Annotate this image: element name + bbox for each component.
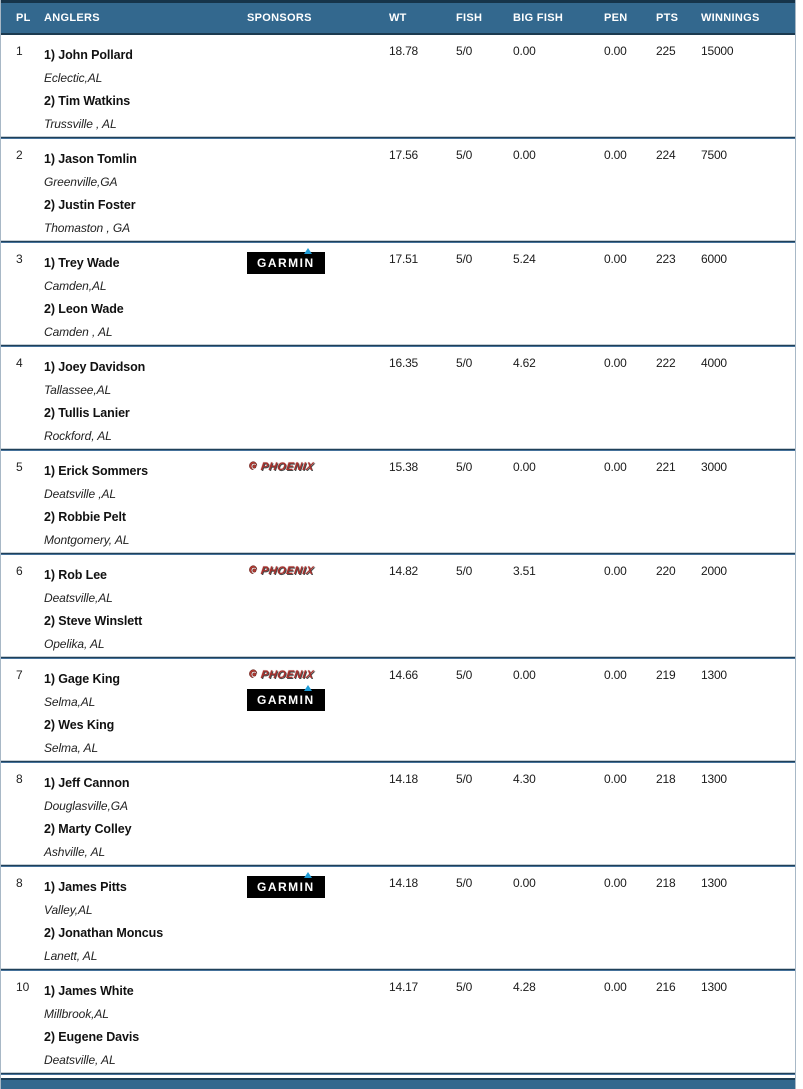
sponsors-cell <box>247 148 389 240</box>
place-cell: 5 <box>16 460 23 474</box>
pen-cell: 0.00 <box>604 356 627 370</box>
angler1-name: 1) James White <box>44 984 134 998</box>
pen-cell: 0.00 <box>604 980 627 994</box>
place-cell: 10 <box>16 980 30 994</box>
pen-cell: 0.00 <box>604 876 627 890</box>
place-cell: 8 <box>16 876 23 890</box>
big-fish-cell: 5.24 <box>513 252 536 266</box>
angler2-city: Selma, AL <box>44 741 99 755</box>
winnings-cell: 1300 <box>701 772 727 786</box>
angler1-name: 1) Erick Sommers <box>44 464 149 478</box>
angler1-city: Valley,AL <box>44 903 93 917</box>
angler1-name: 1) John Pollard <box>44 48 133 62</box>
header-sponsors: SPONSORS <box>247 12 312 24</box>
winnings-cell: 1300 <box>701 668 727 682</box>
pen-cell: 0.00 <box>604 252 627 266</box>
garmin-delta-icon <box>304 872 312 878</box>
angler2-name: 2) Eugene Davis <box>44 1030 140 1044</box>
angler2-name: 2) Steve Winslett <box>44 614 143 628</box>
angler1-name: 1) Joey Davidson <box>44 360 146 374</box>
table-row <box>1 243 795 344</box>
garmin-logo-text: GARMIN <box>257 256 315 270</box>
place-cell: 1 <box>16 44 23 58</box>
phoenix-bird-icon <box>247 668 260 681</box>
winnings-cell: 1300 <box>701 980 727 994</box>
angler1-city: Douglasville,GA <box>44 799 128 813</box>
angler2-city: Lanett, AL <box>44 949 98 963</box>
table-row <box>1 867 795 968</box>
place-cell: 6 <box>16 564 23 578</box>
anglers-cell <box>44 564 247 656</box>
anglers-cell <box>44 356 247 448</box>
angler2-name: 2) Marty Colley <box>44 822 132 836</box>
table-header-row <box>1 0 795 35</box>
header-anglers: ANGLERS <box>44 12 100 24</box>
pen-cell: 0.00 <box>604 772 627 786</box>
sponsors-cell <box>247 356 389 448</box>
anglers-cell <box>44 460 247 552</box>
pts-cell: 222 <box>656 356 676 370</box>
anglers-cell <box>44 876 247 968</box>
phoenix-logo <box>246 460 315 473</box>
garmin-delta-icon <box>304 685 312 691</box>
big-fish-cell: 0.00 <box>513 876 536 890</box>
phoenix-logo <box>246 668 315 681</box>
angler2-city: Thomaston , GA <box>44 221 130 235</box>
header-winnings: WINNINGS <box>701 12 760 24</box>
pen-cell: 0.00 <box>604 564 627 578</box>
phoenix-bird-icon <box>247 564 260 577</box>
garmin-delta-icon <box>304 248 312 254</box>
angler1-name: 1) Trey Wade <box>44 256 120 270</box>
fish-cell: 5/0 <box>456 668 473 682</box>
angler2-city: Rockford, AL <box>44 429 112 443</box>
big-fish-cell: 0.00 <box>513 148 536 162</box>
angler2-city: Camden , AL <box>44 325 113 339</box>
angler2-city: Montgomery, AL <box>44 533 130 547</box>
winnings-cell: 1300 <box>701 876 727 890</box>
pts-cell: 223 <box>656 252 676 266</box>
place-cell: 7 <box>16 668 23 682</box>
winnings-cell: 15000 <box>701 44 734 58</box>
wt-cell: 15.38 <box>389 460 419 474</box>
angler1-city: Deatsville,AL <box>44 591 113 605</box>
winnings-cell: 7500 <box>701 148 727 162</box>
angler2-name: 2) Wes King <box>44 718 115 732</box>
table-row <box>1 347 795 448</box>
wt-cell: 14.17 <box>389 980 419 994</box>
table-row <box>1 35 795 136</box>
garmin-logo <box>247 689 325 711</box>
angler1-name: 1) Jeff Cannon <box>44 776 130 790</box>
big-fish-cell: 4.28 <box>513 980 536 994</box>
anglers-cell <box>44 252 247 344</box>
garmin-logo <box>247 876 325 898</box>
wt-cell: 16.35 <box>389 356 419 370</box>
angler1-city: Greenville,GA <box>44 175 118 189</box>
angler1-name: 1) Gage King <box>44 672 120 686</box>
angler1-city: Tallassee,AL <box>44 383 112 397</box>
fish-cell: 5/0 <box>456 44 473 58</box>
anglers-cell <box>44 772 247 864</box>
winnings-cell: 2000 <box>701 564 727 578</box>
angler2-name: 2) Tullis Lanier <box>44 406 130 420</box>
big-fish-cell: 4.62 <box>513 356 536 370</box>
place-cell: 4 <box>16 356 23 370</box>
wt-cell: 14.18 <box>389 876 419 890</box>
table-row <box>1 555 795 656</box>
sponsors-cell <box>247 44 389 136</box>
pts-cell: 224 <box>656 148 676 162</box>
table-row <box>1 659 795 760</box>
phoenix-logo <box>246 564 315 577</box>
table-row <box>1 971 795 1072</box>
wt-cell: 14.18 <box>389 772 419 786</box>
pen-cell: 0.00 <box>604 44 627 58</box>
table-row <box>1 139 795 240</box>
header-big-fish: BIG FISH <box>513 12 564 24</box>
wt-cell: 17.56 <box>389 148 419 162</box>
big-fish-cell: 3.51 <box>513 564 536 578</box>
fish-cell: 5/0 <box>456 148 473 162</box>
table-row <box>1 451 795 552</box>
place-cell: 2 <box>16 148 23 162</box>
big-fish-cell: 0.00 <box>513 460 536 474</box>
wt-cell: 14.66 <box>389 668 419 682</box>
pen-cell: 0.00 <box>604 668 627 682</box>
garmin-logo-text: GARMIN <box>257 880 315 894</box>
pen-cell: 0.00 <box>604 460 627 474</box>
angler2-city: Ashville, AL <box>44 845 106 859</box>
phoenix-logo-text: PHOENIX <box>260 668 315 681</box>
angler1-city: Camden,AL <box>44 279 107 293</box>
big-fish-cell: 0.00 <box>513 668 536 682</box>
header-pen: PEN <box>604 12 628 24</box>
angler1-city: Deatsville ,AL <box>44 487 116 501</box>
pen-cell: 0.00 <box>604 148 627 162</box>
phoenix-logo-text: PHOENIX <box>260 564 315 577</box>
winnings-cell: 3000 <box>701 460 727 474</box>
header-pts: PTS <box>656 12 679 24</box>
anglers-cell <box>44 980 247 1072</box>
anglers-cell <box>44 668 247 760</box>
phoenix-bird-icon <box>247 460 260 473</box>
phoenix-logo-text: PHOENIX <box>260 460 315 473</box>
header-fish: FISH <box>456 12 483 24</box>
angler2-name: 2) Leon Wade <box>44 302 124 316</box>
anglers-cell <box>44 44 247 136</box>
pts-cell: 218 <box>656 772 676 786</box>
fish-cell: 5/0 <box>456 980 473 994</box>
garmin-logo <box>247 252 325 274</box>
pts-cell: 216 <box>656 980 676 994</box>
fish-cell: 5/0 <box>456 772 473 786</box>
winnings-cell: 4000 <box>701 356 727 370</box>
next-section-header-bar <box>1 1078 795 1089</box>
sponsors-cell <box>247 564 389 656</box>
angler2-name: 2) Robbie Pelt <box>44 510 126 524</box>
angler1-name: 1) Rob Lee <box>44 568 107 582</box>
angler2-name: 2) Justin Foster <box>44 198 136 212</box>
sponsors-cell <box>247 252 389 344</box>
big-fish-cell: 4.30 <box>513 772 536 786</box>
pts-cell: 225 <box>656 44 676 58</box>
angler2-name: 2) Tim Watkins <box>44 94 131 108</box>
wt-cell: 18.78 <box>389 44 419 58</box>
place-cell: 3 <box>16 252 23 266</box>
angler2-city: Trussville , AL <box>44 117 117 131</box>
fish-cell: 5/0 <box>456 460 473 474</box>
place-cell: 8 <box>16 772 23 786</box>
header-wt: WT <box>389 12 407 24</box>
pts-cell: 219 <box>656 668 676 682</box>
sponsors-cell <box>247 876 389 968</box>
pts-cell: 221 <box>656 460 676 474</box>
fish-cell: 5/0 <box>456 876 473 890</box>
pts-cell: 218 <box>656 876 676 890</box>
table-row <box>1 763 795 864</box>
big-fish-cell: 0.00 <box>513 44 536 58</box>
angler2-city: Deatsville, AL <box>44 1053 116 1067</box>
angler1-name: 1) James Pitts <box>44 880 127 894</box>
sponsors-cell <box>247 460 389 552</box>
angler1-city: Selma,AL <box>44 695 96 709</box>
wt-cell: 17.51 <box>389 252 419 266</box>
garmin-logo-text: GARMIN <box>257 693 315 707</box>
fish-cell: 5/0 <box>456 564 473 578</box>
pts-cell: 220 <box>656 564 676 578</box>
header-pl: PL <box>16 12 31 24</box>
sponsors-cell <box>247 772 389 864</box>
angler2-name: 2) Jonathan Moncus <box>44 926 164 940</box>
table-body <box>1 35 795 1075</box>
angler1-name: 1) Jason Tomlin <box>44 152 137 166</box>
sponsors-cell <box>247 980 389 1072</box>
angler1-city: Eclectic,AL <box>44 71 103 85</box>
fish-cell: 5/0 <box>456 356 473 370</box>
angler2-city: Opelika, AL <box>44 637 105 651</box>
winnings-cell: 6000 <box>701 252 727 266</box>
row-separator <box>1 1072 795 1075</box>
anglers-cell <box>44 148 247 240</box>
wt-cell: 14.82 <box>389 564 419 578</box>
fish-cell: 5/0 <box>456 252 473 266</box>
sponsors-cell <box>247 668 389 760</box>
angler1-city: Millbrook,AL <box>44 1007 109 1021</box>
